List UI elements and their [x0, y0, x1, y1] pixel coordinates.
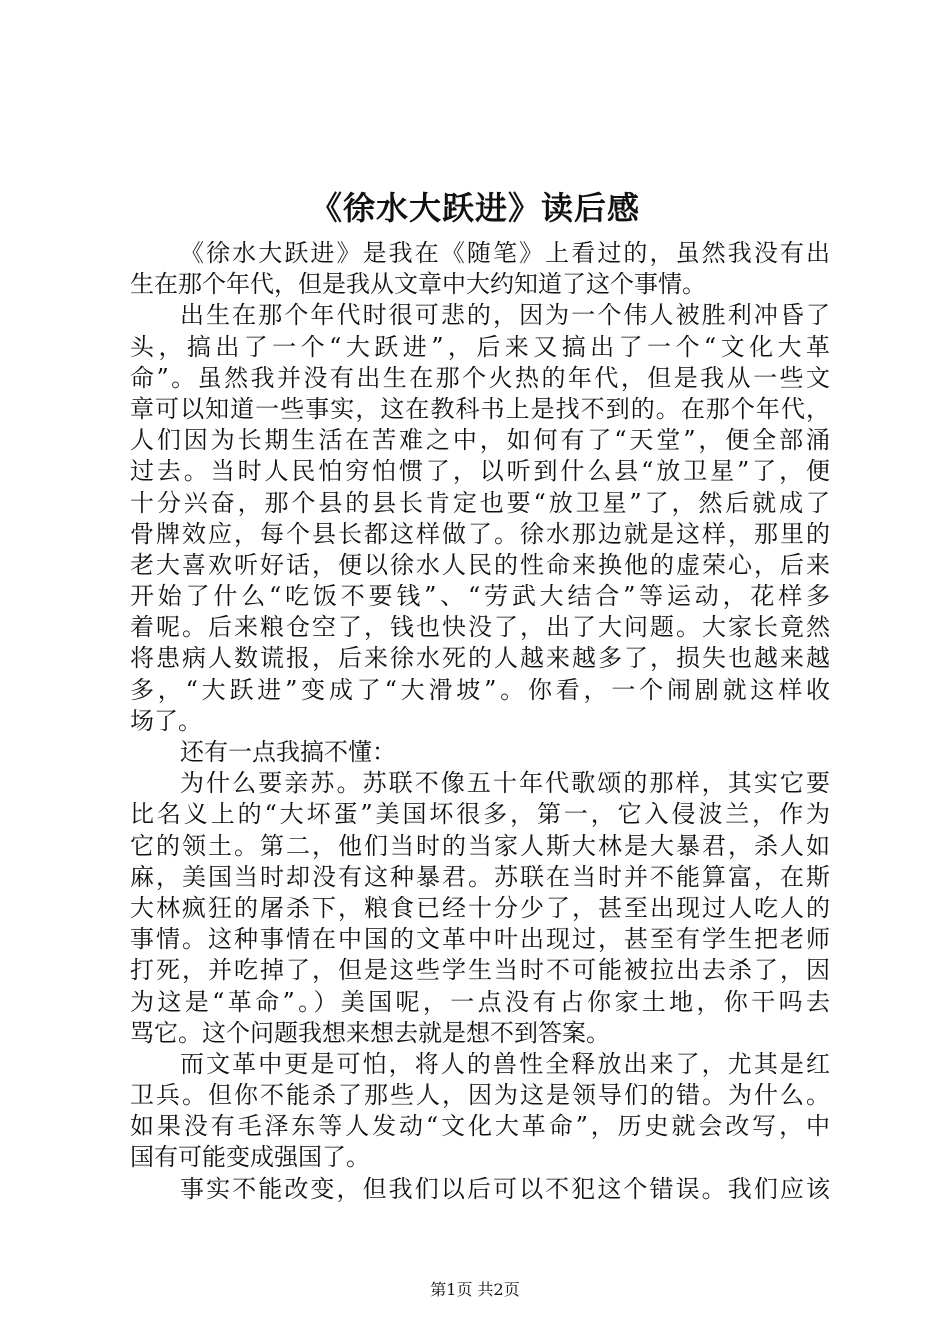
text-line: 《徐水大跃进》是我在《随笔》上看过的，虽然我没有出	[180, 239, 830, 267]
document-title: 《徐水大跃进》读后感	[309, 189, 640, 227]
text-line: 为这是“革命”。）美国呢，一点没有占你家土地，你干吗去	[130, 987, 830, 1016]
text-line: 事情。这种事情在中国的文革中叶出现过，甚至有学生把老师	[130, 925, 830, 954]
text-line: 国有可能变成强国了。	[130, 1143, 370, 1172]
document-body	[130, 238, 830, 1205]
text-line: 如果没有毛泽东等人发动“文化大革命”，历史就会改写，中	[130, 1112, 830, 1141]
text-line: 而文革中更是可怕，将人的兽性全释放出来了，尤其是红	[180, 1049, 830, 1078]
text-line: 章可以知道一些事实，这在教科书上是找不到的。在那个年代，	[130, 394, 830, 423]
text-line: 它的领土。第二，他们当时的当家人斯大林是大暴君，杀人如	[130, 831, 830, 860]
text-line: 事实不能改变，但我们以后可以不犯这个错误。我们应该	[180, 1174, 830, 1203]
text-line: 卫兵。但你不能杀了那些人，因为这是领导们的错。为什么。	[130, 1081, 830, 1110]
text-line: 多，“大跃进”变成了“大滑坡”。你看，一个闹剧就这样收	[130, 675, 830, 704]
text-line: 出生在那个年代时很可悲的，因为一个伟人被胜利冲昏了	[180, 301, 830, 330]
text-line: 比名义上的“大坏蛋”美国坏很多，第一，它入侵波兰，作为	[130, 800, 830, 829]
text-line: 着呢。后来粮仓空了，钱也快没了，出了大问题。大家长竟然	[130, 613, 830, 642]
text-line: 还有一点我搞不懂：	[180, 738, 396, 766]
text-line: 打死，并吃掉了，但是这些学生当时不可能被拉出去杀了，因	[130, 956, 830, 985]
page-footer: 第1页 共2页	[430, 1280, 520, 1299]
text-line: 老大喜欢听好话，便以徐水人民的性命来换他的虚荣心，后来	[130, 550, 830, 579]
text-line: 大林疯狂的屠杀下，粮食已经十分少了，甚至出现过人吃人的	[130, 893, 830, 922]
text-line: 十分兴奋，那个县的县长肯定也要“放卫星”了，然后就成了	[130, 488, 830, 517]
text-line: 人们因为长期生活在苦难之中，如何有了“天堂”，便全部涌	[130, 426, 830, 455]
text-line: 骂它。这个问题我想来想去就是想不到答案。	[130, 1018, 610, 1047]
text-line: 命”。虽然我并没有出生在那个火热的年代，但是我从一些文	[130, 363, 830, 392]
text-line: 场了。	[130, 706, 202, 735]
text-line: 将患病人数谎报，后来徐水死的人越来越多了，损失也越来越	[130, 644, 830, 673]
text-line: 生在那个年代，但是我从文章中大约知道了这个事情。	[130, 270, 706, 299]
text-line: 过去。当时人民怕穷怕惯了，以听到什么县“放卫星”了，便	[130, 457, 830, 486]
text-line: 头，搞出了一个“大跃进”，后来又搞出了一个“文化大革	[130, 332, 830, 361]
text-line: 开始了什么“吃饭不要钱”、“劳武大结合”等运动，花样多	[130, 582, 830, 611]
text-line: 为什么要亲苏。苏联不像五十年代歌颂的那样，其实它要	[180, 769, 830, 798]
text-line: 麻，美国当时却没有这种暴君。苏联在当时并不能算富，在斯	[130, 862, 830, 891]
text-line: 骨牌效应，每个县长都这样做了。徐水那边就是这样，那里的	[130, 519, 830, 548]
